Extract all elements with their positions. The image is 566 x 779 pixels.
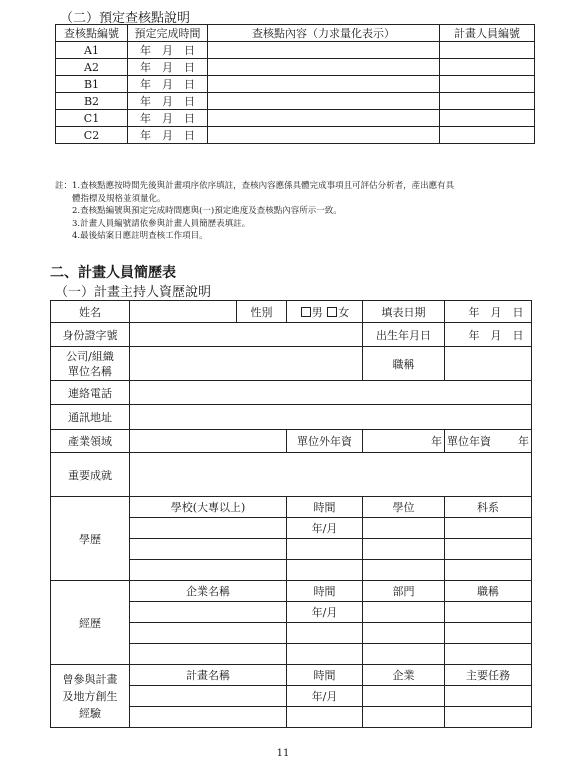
- checkpoint-id: A1: [56, 42, 128, 59]
- header-school: 學校(大專以上): [130, 497, 287, 518]
- label-company-line1: 公司/組織: [66, 349, 114, 363]
- planned-date: 年 月 日: [128, 110, 208, 127]
- label-plan-exp-line3: 經驗: [79, 706, 101, 720]
- header-time: 時間: [287, 497, 363, 518]
- header-time: 時間: [287, 581, 363, 602]
- header-plan-name: 計畫名稱: [130, 665, 287, 686]
- company-name-input[interactable]: [130, 623, 287, 644]
- degree-input[interactable]: [363, 518, 445, 539]
- header-main-duty: 主要任務: [445, 665, 532, 686]
- personnel-form: [50, 300, 532, 728]
- header-checkpoint-id: 查核點編號: [56, 25, 128, 42]
- school-input[interactable]: [130, 539, 287, 560]
- achievements-input[interactable]: [130, 453, 532, 497]
- label-inside-seniority: 單位年資: [447, 435, 491, 448]
- position-input[interactable]: [445, 602, 532, 623]
- phone-input[interactable]: [130, 381, 532, 405]
- month-label: 月: [490, 328, 502, 342]
- label-birth-date: 出生年月日: [363, 323, 445, 347]
- label-experience: 經歷: [51, 581, 130, 665]
- id-number-input[interactable]: [130, 323, 363, 347]
- header-company-name: 企業名稱: [130, 581, 287, 602]
- staff-id-cell[interactable]: [440, 93, 535, 110]
- planned-date: 年 月 日: [128, 42, 208, 59]
- staff-id-cell[interactable]: [440, 42, 535, 59]
- year-label: 年: [468, 305, 480, 319]
- staff-id-cell[interactable]: [440, 127, 535, 144]
- notes-block: [55, 180, 454, 243]
- checkpoint-table: [55, 24, 535, 144]
- checkpoint-content-cell[interactable]: [208, 59, 440, 76]
- checkpoint-id: A2: [56, 59, 128, 76]
- checkpoint-id: C1: [56, 110, 128, 127]
- label-industry: 產業領域: [51, 430, 130, 453]
- job-title-input[interactable]: [445, 347, 532, 381]
- female-checkbox[interactable]: [327, 307, 337, 317]
- header-department: 部門: [363, 581, 445, 602]
- year-label: 年: [518, 435, 529, 448]
- time-input[interactable]: [287, 644, 363, 665]
- year-label: 年: [468, 328, 480, 342]
- checkpoint-id: C2: [56, 127, 128, 144]
- label-fill-date: 填表日期: [363, 301, 445, 323]
- table-row: [56, 76, 535, 93]
- header-degree: 學位: [363, 497, 445, 518]
- plan-name-input[interactable]: [130, 707, 287, 728]
- note-line: 2.查核點編號與預定完成時間應與(一)預定進度及查核點內容所示一致。: [55, 206, 342, 216]
- year-label: 年: [431, 435, 442, 448]
- main-duty-input[interactable]: [445, 686, 532, 707]
- label-education: 學歷: [51, 497, 130, 581]
- label-address: 通訊地址: [51, 405, 130, 430]
- checkpoint-content-cell[interactable]: [208, 76, 440, 93]
- section-title-personnel: 二、計畫人員簡歷表: [50, 265, 176, 281]
- month-label: 月: [490, 305, 502, 319]
- time-input[interactable]: [287, 707, 363, 728]
- section-title-checkpoints: （二）預定查核點說明: [60, 11, 191, 26]
- female-label: 女: [338, 305, 350, 319]
- label-achievements: 重要成就: [51, 453, 130, 497]
- company-name-input[interactable]: [130, 644, 287, 665]
- degree-input[interactable]: [363, 539, 445, 560]
- time-input[interactable]: [287, 560, 363, 581]
- male-checkbox[interactable]: [301, 307, 311, 317]
- time-input[interactable]: [287, 623, 363, 644]
- header-checkpoint-content: 查核點內容（力求量化表示）: [208, 25, 440, 42]
- planned-date: 年 月 日: [128, 93, 208, 110]
- time-input[interactable]: 年/月: [287, 518, 363, 539]
- company-input[interactable]: [130, 347, 363, 381]
- major-input[interactable]: [445, 560, 532, 581]
- note-line: 3.計畫人員編號請依參與計畫人員簡歷表填註。: [55, 218, 251, 229]
- header-enterprise: 企業: [363, 665, 445, 686]
- label-id-number: 身份證字號: [51, 323, 130, 347]
- page-number: 11: [276, 748, 290, 759]
- company-name-input[interactable]: [130, 602, 287, 623]
- enterprise-input[interactable]: [363, 686, 445, 707]
- department-input[interactable]: [363, 623, 445, 644]
- school-input[interactable]: [130, 518, 287, 539]
- checkpoint-content-cell[interactable]: [208, 127, 440, 144]
- day-label: 日: [512, 305, 524, 319]
- table-row: [56, 127, 535, 144]
- checkpoint-content-cell[interactable]: [208, 110, 440, 127]
- address-input[interactable]: [130, 405, 532, 430]
- label-name: 姓名: [51, 301, 130, 323]
- header-staff-id: 計畫人員編號: [440, 25, 535, 42]
- birth-date-field[interactable]: [445, 323, 532, 347]
- label-plan-exp-line1: 曾參與計畫: [62, 672, 118, 686]
- planned-date: 年 月 日: [128, 59, 208, 76]
- header-position: 職稱: [445, 581, 532, 602]
- note-line: 4.最後結案日應註明查核工作項目。: [55, 231, 208, 241]
- position-input[interactable]: [445, 644, 532, 665]
- table-row: [56, 42, 535, 59]
- note-line: 體指標及規格並須量化。: [55, 193, 166, 204]
- department-input[interactable]: [363, 644, 445, 665]
- gender-options: [287, 301, 363, 323]
- school-input[interactable]: [130, 560, 287, 581]
- outside-seniority-input[interactable]: [363, 430, 445, 453]
- label-phone: 連絡電話: [51, 381, 130, 405]
- label-outside-seniority: 單位外年資: [287, 430, 363, 453]
- staff-id-cell[interactable]: [440, 76, 535, 93]
- staff-id-cell[interactable]: [440, 59, 535, 76]
- department-input[interactable]: [363, 602, 445, 623]
- table-row: [56, 110, 535, 127]
- table-row: [56, 93, 535, 110]
- time-input[interactable]: [287, 539, 363, 560]
- label-plan-exp-line2: 及地方創生: [62, 689, 118, 703]
- checkpoint-content-cell[interactable]: [208, 93, 440, 110]
- label-job-title: 職稱: [363, 347, 445, 381]
- planned-date: 年 月 日: [128, 127, 208, 144]
- label-plan-experience: [51, 665, 130, 728]
- fill-date-field[interactable]: [445, 301, 532, 323]
- planned-date: 年 月 日: [128, 76, 208, 93]
- header-planned-date: 預定完成時間: [128, 25, 208, 42]
- note-line: 註：1.查核點應按時間先後與計畫項序依序填註，查核內容應係具體完成事項且可評估分析者，產出應有具: [55, 181, 455, 191]
- inside-seniority-field[interactable]: [445, 430, 532, 453]
- checkpoint-id: B2: [56, 93, 128, 110]
- table-row: [56, 59, 535, 76]
- section-subtitle-pi: （一）計畫主持人資歷說明: [55, 285, 212, 300]
- label-company: [51, 347, 130, 381]
- male-label: 男: [311, 305, 323, 319]
- label-company-line2: 單位名稱: [68, 364, 112, 378]
- position-input[interactable]: [445, 623, 532, 644]
- time-input[interactable]: 年/月: [287, 686, 363, 707]
- degree-input[interactable]: [363, 560, 445, 581]
- main-duty-input[interactable]: [445, 707, 532, 728]
- staff-id-cell[interactable]: [440, 110, 535, 127]
- time-input[interactable]: 年/月: [287, 602, 363, 623]
- day-label: 日: [512, 328, 524, 342]
- major-input[interactable]: [445, 539, 532, 560]
- name-input[interactable]: [130, 301, 237, 323]
- major-input[interactable]: [445, 518, 532, 539]
- plan-name-input[interactable]: [130, 686, 287, 707]
- checkpoint-id: B1: [56, 76, 128, 93]
- enterprise-input[interactable]: [363, 707, 445, 728]
- header-time: 時間: [287, 665, 363, 686]
- header-major: 科系: [445, 497, 532, 518]
- checkpoint-content-cell[interactable]: [208, 42, 440, 59]
- industry-input[interactable]: [130, 430, 287, 453]
- label-gender: 性別: [237, 301, 287, 323]
